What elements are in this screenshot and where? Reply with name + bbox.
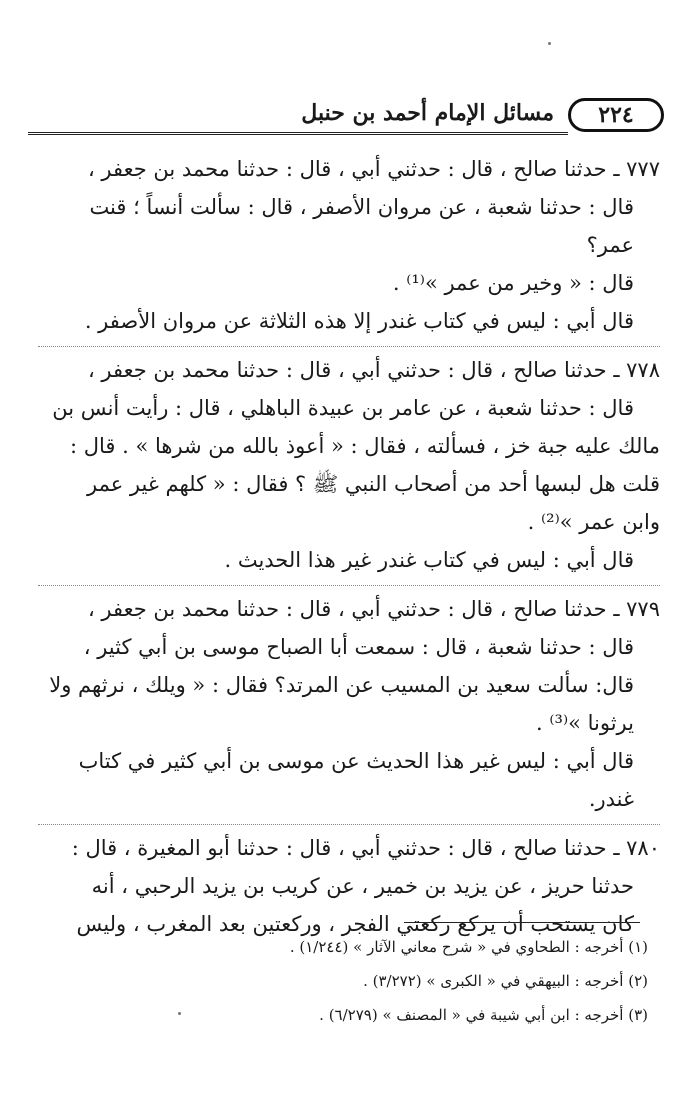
footnote-1: (١) أخرجه : الطحاوي في « شرح معاني الآثار » (١/٢٤٤) . bbox=[289, 938, 648, 956]
text-line: قال : « وخير من عمر »⁽¹⁾ . bbox=[392, 271, 634, 295]
text-line: حدثنا حريز ، عن يزيد بن خمير ، عن كريب بن يزيد الرحبي ، أنه bbox=[91, 874, 634, 898]
footnote-separator bbox=[404, 922, 640, 923]
entry-780 bbox=[38, 824, 660, 943]
entry-779 bbox=[38, 585, 660, 818]
footnote-2: (٢) أخرجه : البيهقي في « الكبرى » (٣/٢٧٢) . bbox=[363, 972, 648, 990]
footnote-3: (٣) أخرجه : ابن أبي شيبة في « المصنف » (٦/٢٧٩) . bbox=[319, 1006, 648, 1024]
text-line: وابن عمر »⁽²⁾ . bbox=[527, 510, 660, 534]
entry-778 bbox=[38, 346, 660, 579]
text-line: قال : حدثنا شعبة ، عن عامر بن عبيدة الباهلي ، قال : رأيت أنس بن bbox=[52, 396, 634, 420]
text-line: غندر. bbox=[588, 787, 634, 811]
page-number-badge bbox=[568, 98, 664, 132]
text-line: قال : حدثنا شعبة ، عن مروان الأصفر ، قال : سألت أنساً ؛ قنت عمر؟ bbox=[89, 195, 634, 257]
text-line: قال: سألت سعيد بن المسيب عن المرتد؟ فقال : « ويلك ، نرثهم ولا bbox=[49, 673, 634, 697]
page-number: ٢٢٤ bbox=[598, 102, 634, 128]
text-line: قال أبي : ليس غير هذا الحديث عن موسى بن أبي كثير في كتاب bbox=[78, 749, 634, 773]
text-line: ٧٨٠ ـ حدثنا صالح ، قال : حدثني أبي ، قال : حدثنا أبو المغيرة ، قال : bbox=[71, 836, 660, 860]
text-line: قلت هل لبسها أحد من أصحاب النبي ﷺ ؟ فقال : « كلهم غير عمر bbox=[87, 472, 660, 496]
running-title: مسائل الإمام أحمد بن حنبل bbox=[301, 100, 554, 126]
text-line: مالك عليه جبة خز ، فسألته ، فقال : « أعوذ بالله من شرها » . قال : bbox=[69, 434, 660, 458]
page-header bbox=[28, 96, 664, 140]
entry-777 bbox=[38, 150, 660, 340]
text-line: ٧٧٨ ـ حدثنا صالح ، قال : حدثني أبي ، قال : حدثنا محمد بن جعفر ، bbox=[87, 358, 660, 382]
main-text bbox=[38, 150, 660, 949]
footnotes bbox=[60, 930, 648, 1032]
text-line: قال أبي : ليس في كتاب غندر غير هذا الحديث . bbox=[224, 548, 634, 572]
text-line: قال : حدثنا شعبة ، قال : سمعت أبا الصباح موسى بن أبي كثير ، bbox=[83, 635, 634, 659]
text-line: ٧٧٩ ـ حدثنا صالح ، قال : حدثني أبي ، قال : حدثنا محمد بن جعفر ، bbox=[87, 597, 660, 621]
text-line: قال أبي : ليس في كتاب غندر إلا هذه الثلاثة عن مروان الأصفر . bbox=[84, 309, 634, 333]
speck bbox=[548, 42, 551, 45]
text-line: ٧٧٧ ـ حدثنا صالح ، قال : حدثني أبي ، قال : حدثنا محمد بن جعفر ، bbox=[87, 157, 660, 181]
header-rule bbox=[28, 132, 568, 135]
text-line: كان يستحب أن يركع ركعتي الفجر ، وركعتين بعد المغرب ، وليس bbox=[76, 912, 634, 936]
text-line: يرثونا »⁽³⁾ . bbox=[536, 711, 634, 735]
